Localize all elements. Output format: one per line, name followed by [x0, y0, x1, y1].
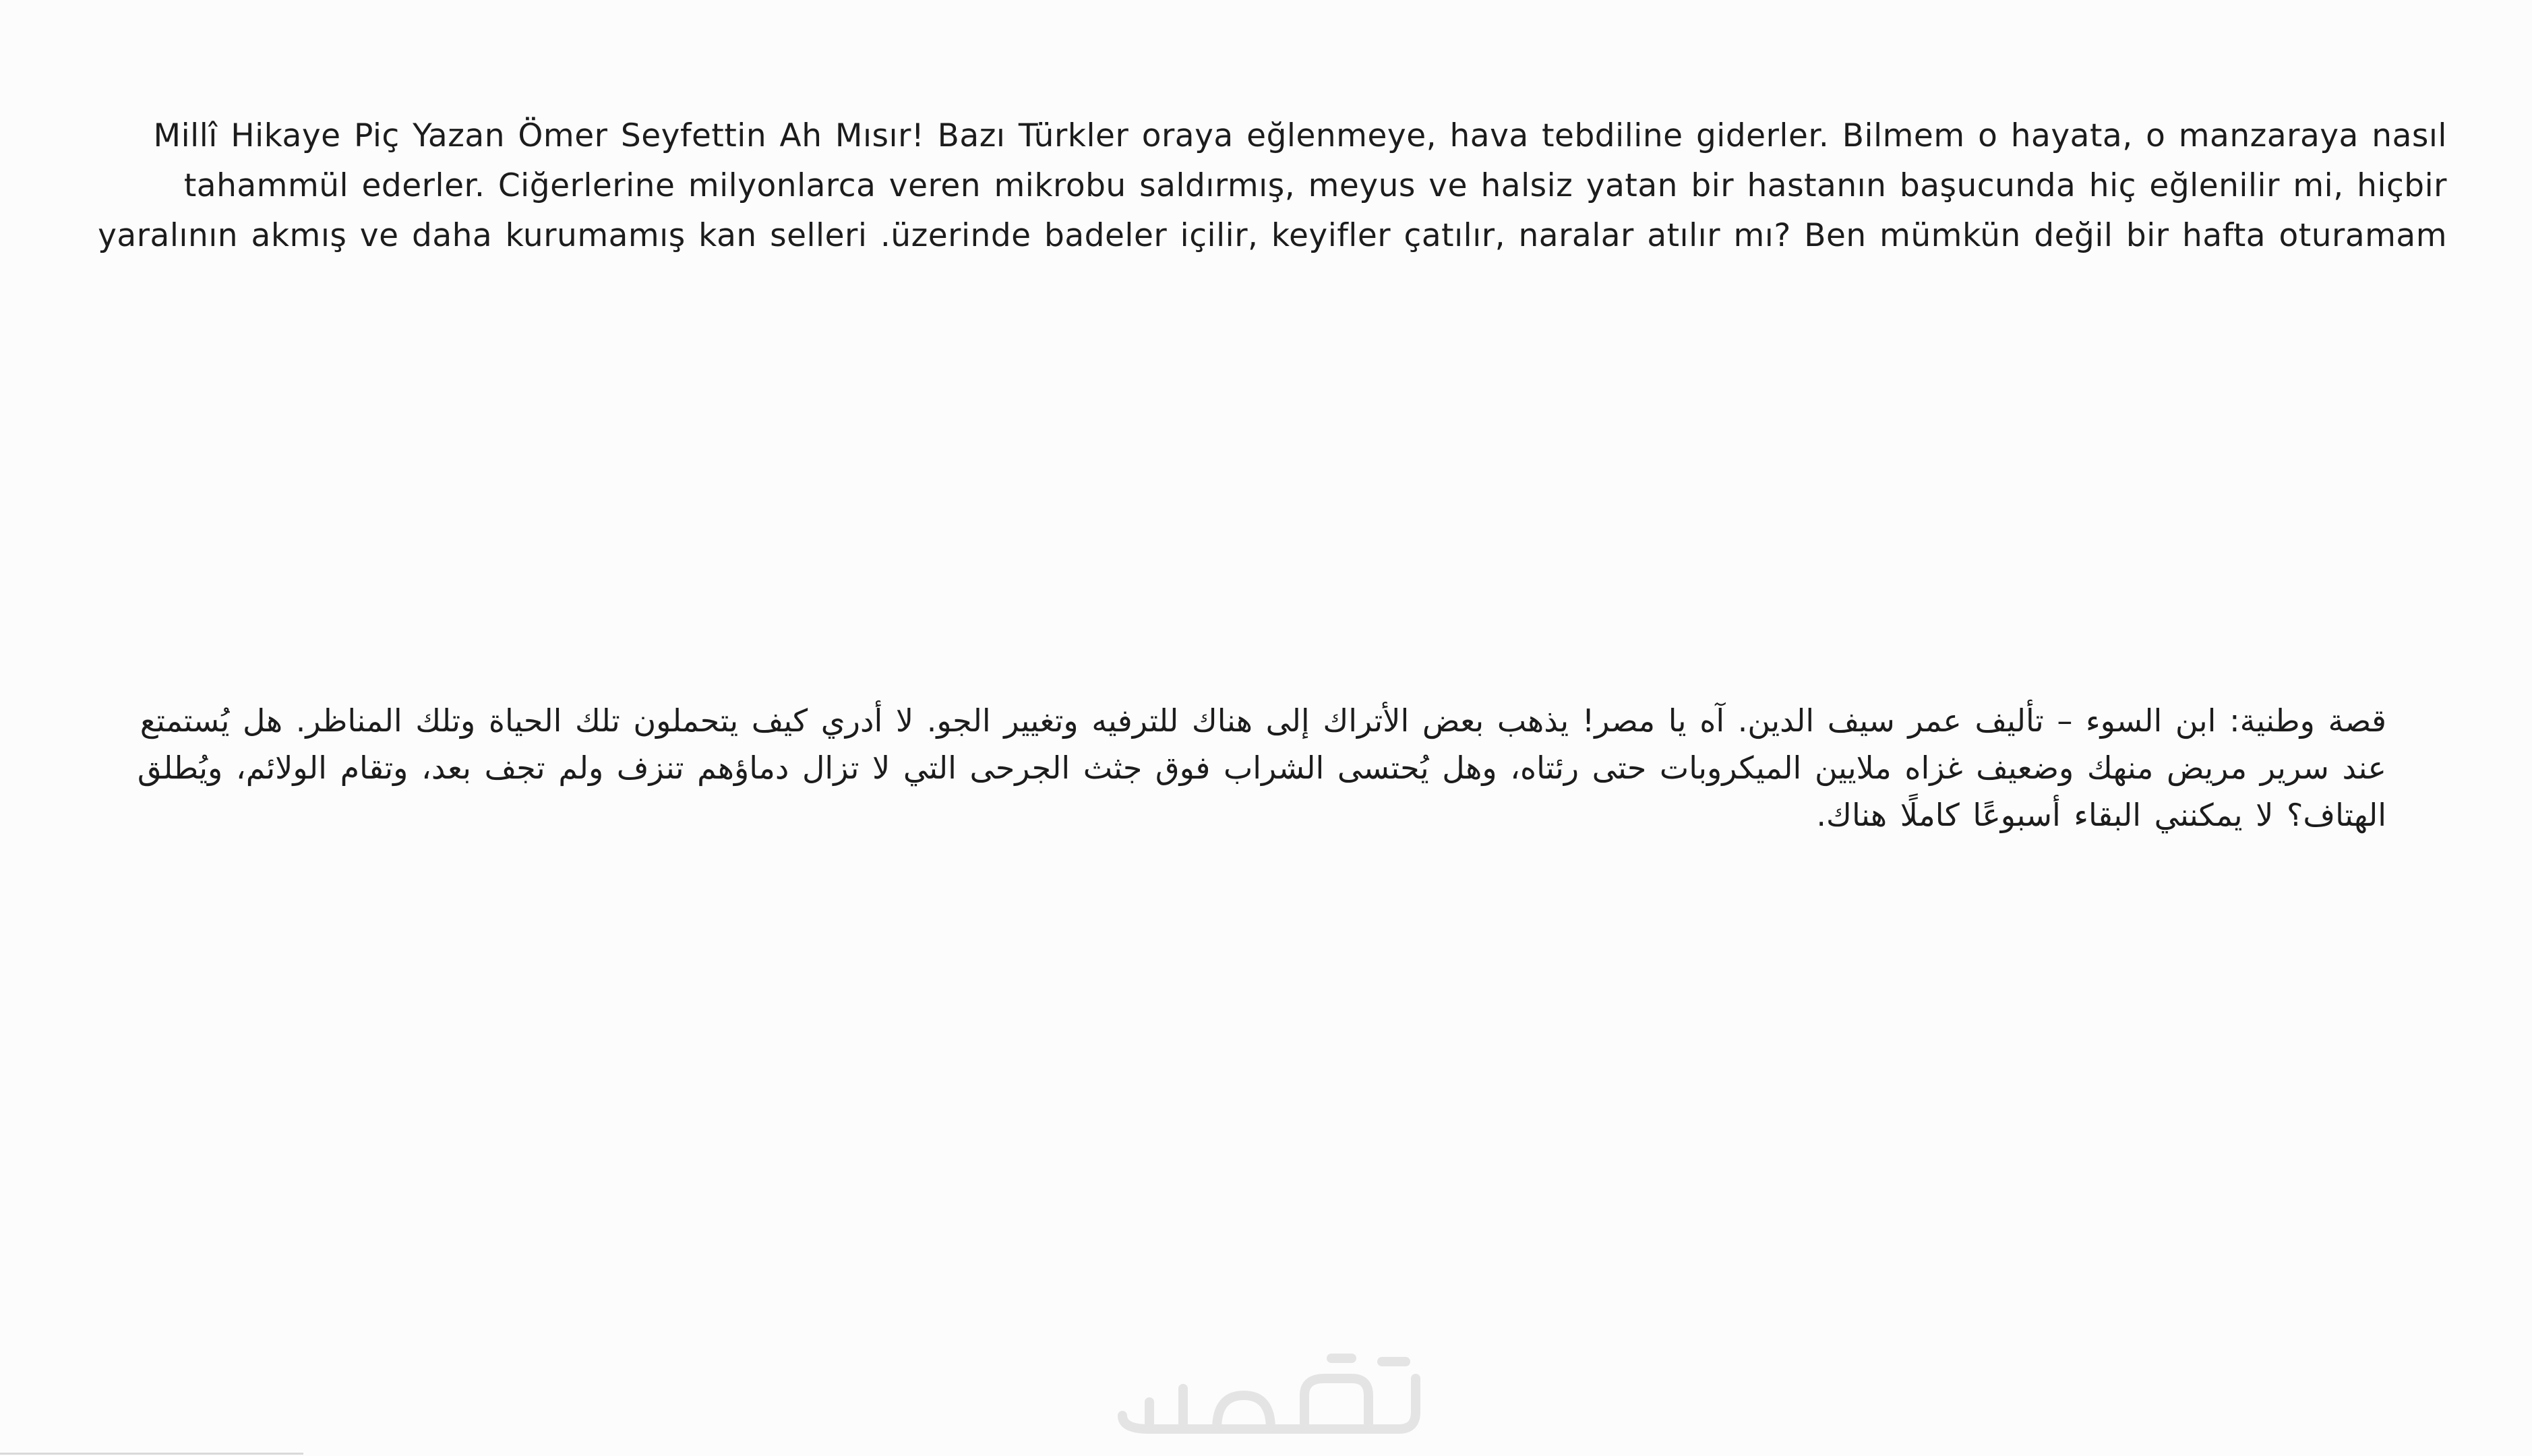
turkish-paragraph: Millî Hikaye Piç Yazan Ömer Seyfettin Ah Mısır! Bazı Türkler oraya eğlenmeye, hava tebdiline giderler. Bilmem o hayata, o manzaraya nasıl tahammül ederler. Ciğerlerine milyonlarca veren mikrobu saldırmış, meyus ve halsiz yatan bir hastanın başucunda hiç eğlenilir mi, hiçbir yaralının akmış ve daha kurumamış kan selleri .üzerinde badeler içilir, keyifler çatılır, naralar atılır mı? Ben mümkün değil bir hafta oturamam [98, 117, 2447, 254]
bottom-divider [0, 1453, 303, 1455]
arabic-paragraph: قصة وطنية: ابن السوء – تأليف عمر سيف الدين. آه يا مصر! يذهب بعض الأتراك إلى هناك للترفيه وتغيير الجو. لا أدري كيف يتحملون تلك الحياة وتلك المناظر. هل يُستمتع عند سرير مريض منهك وضعيف غزاه ملايين الميكروبات حتى رئتاه، وهل يُحتسى الشراب فوق جثث الجرحى التي لا تزال دماؤهم تنزف ولم تجف بعد، وتقام الولائم، ويُطلق الهتاف؟ لا يمكنني البقاء أسبوعًا كاملًا هناك. [137, 702, 2386, 833]
khamsat-watermark-logo [1109, 1341, 1426, 1436]
